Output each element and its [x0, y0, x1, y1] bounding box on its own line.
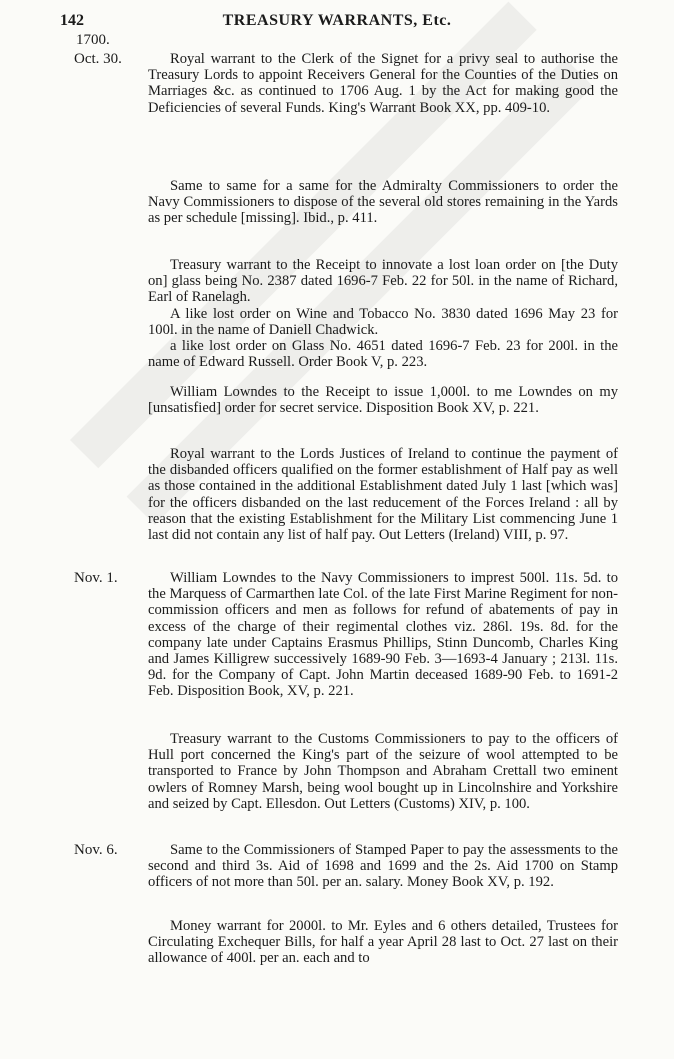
entry-paragraph: Money warrant for 2000l. to Mr. Eyles and 6 others detailed, Trustees for Circulating Exchequer Bills, for half a year April 28 last to Oct. 27 last on their allowance of 400l. per an. each and to	[148, 918, 618, 967]
entry	[148, 731, 618, 812]
entry-paragraph: Same to the Commissioners of Stamped Paper to pay the assessments to the second and third 3s. Aid of 1698 and 1699 and the 2s. Aid 1700 on Stamp officers of not more than 50l. per an. salary. Money Book XV, p. 192.	[148, 842, 618, 891]
entry	[148, 51, 618, 116]
entry	[148, 918, 618, 967]
entry	[148, 570, 618, 700]
entry	[148, 446, 618, 543]
entry-date: Oct. 30.	[74, 51, 122, 67]
entry-paragraph: William Lowndes to the Receipt to issue 1,000l. to me Lowndes on my [unsatisfied] order for secret service. Disposition Book XV, p. 221.	[148, 384, 618, 417]
entry-date: Nov. 6.	[74, 842, 118, 858]
entry	[148, 178, 618, 227]
page-header	[0, 10, 674, 34]
entry-paragraph: William Lowndes to the Navy Commissioners to imprest 500l. 11s. 5d. to the Marquess of Carmarthen late Col. of the late First Marine Regiment for non-commission officers and men as follows for refund of abatements of pay in excess of the charge of their regimental clothes viz. 286l. 19s. 8d. for the company late under Captains Erasmus Phillips, Stinn Duncomb, Charles King and James Killigrew successively 1689-90 Feb. 3—1693-4 January ; 213l. 11s. 9d. for the Company of Capt. John Martin deceased 1689-90 Feb. to 1691-2 Feb. Disposition Book, XV, p. 221.	[148, 570, 618, 700]
entry-paragraph: Treasury warrant to the Customs Commissioners to pay to the officers of Hull port concerned the King's part of the seizure of wool attempted to be transported to France by John Thompson and Abraham Crettall two eminent owlers of Romney Marsh, being wool bought up in Lincolnshire and Yorkshire and seized by Capt. Ellesdon. Out Letters (Customs) XIV, p. 100.	[148, 731, 618, 812]
running-head: TREASURY WARRANTS, Etc.	[222, 12, 452, 29]
entry	[148, 384, 618, 416]
entry-paragraph: a like lost order on Glass No. 4651 dated 1696-7 Feb. 23 for 200l. in the name of Edward Russell. Order Book V, p. 223.	[148, 338, 618, 371]
entry-date: Nov. 1.	[74, 570, 118, 586]
entry-paragraph: A like lost order on Wine and Tobacco No. 3830 dated 1696 May 23 for 100l. in the name of Daniell Chadwick.	[148, 305, 618, 338]
entry-paragraph: Same to same for a same for the Admiralty Commissioners to order the Navy Commissioners to dispose of the several old stores remaining in the Yards as per schedule [missing]. Ibid., p. 411.	[148, 178, 618, 227]
year-label: 1700.	[76, 32, 110, 48]
entry-paragraph: Royal warrant to the Clerk of the Signet for a privy seal to authorise the Treasury Lords to appoint Receivers General for the Counties of the Duties on Marriages &c. as continued to 1706 Aug. 1 by the Act for making good the Deficiencies of several Funds. King's Warrant Book XX, pp. 409-10.	[148, 51, 618, 116]
entry-paragraph: Royal warrant to the Lords Justices of Ireland to continue the payment of the disbanded officers qualified on the former establishment of Half pay as well as those contained in the additional Establishment dated July 1 last [which was] for the officers disbanded on the last reducement of the Forces Ireland : all by reason that the existing Establishment for the Military List commencing June 1 last did not contain any list of half pay. Out Letters (Ireland) VIII, p. 97.	[148, 446, 618, 544]
entry	[148, 257, 618, 370]
entry	[148, 842, 618, 891]
page-number: 142	[60, 12, 84, 29]
entry-paragraph: Treasury warrant to the Receipt to innovate a lost loan order on [the Duty on] glass being No. 2387 dated 1696-7 Feb. 22 for 50l. in the name of Richard, Earl of Ranelagh.	[148, 257, 618, 306]
